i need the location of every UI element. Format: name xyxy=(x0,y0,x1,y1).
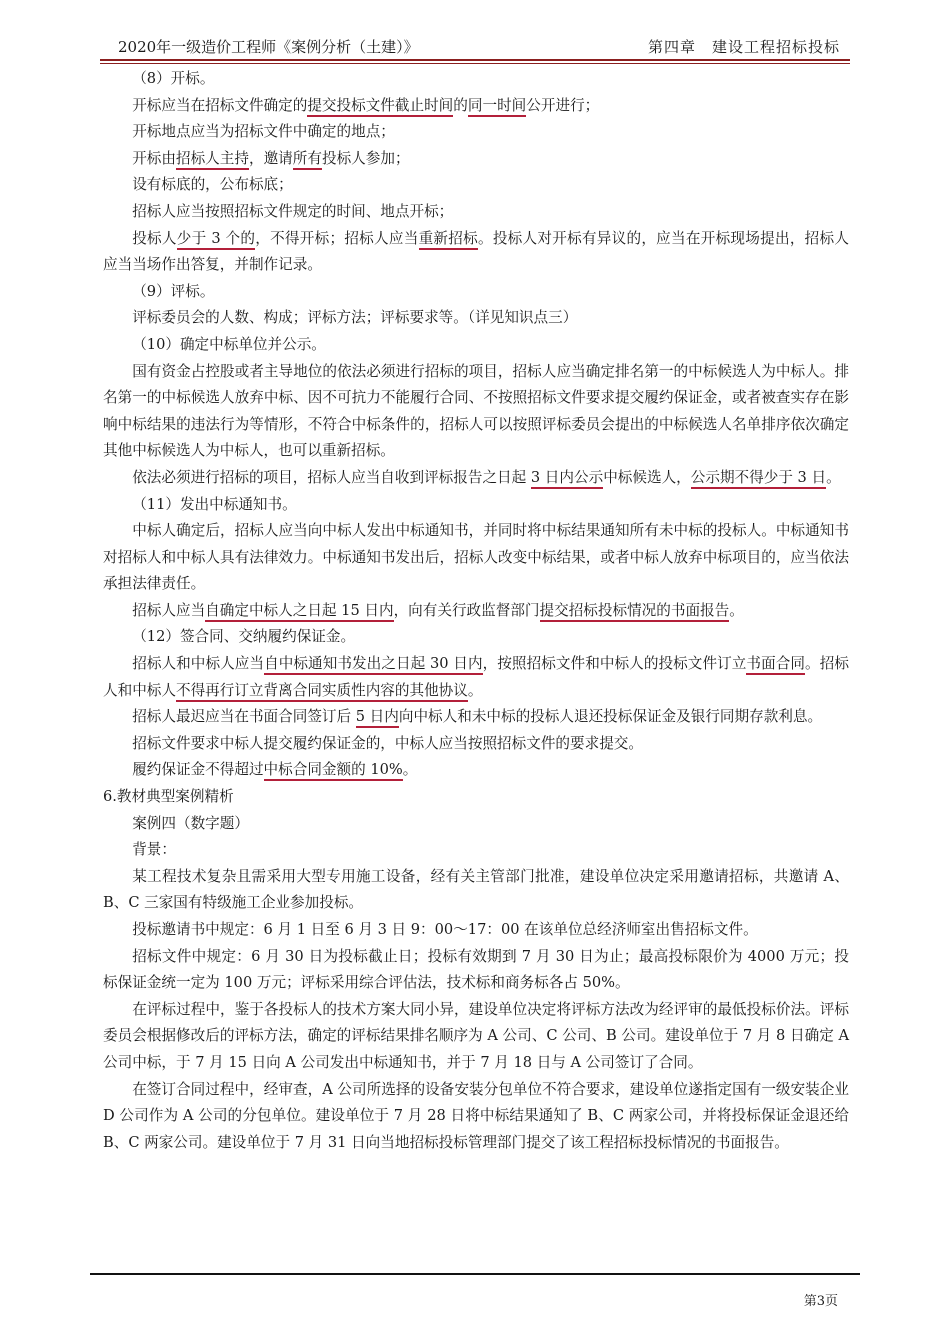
page-header xyxy=(100,30,850,60)
paragraph xyxy=(103,784,849,811)
paragraph xyxy=(103,864,849,917)
underlined-key-phrase: 书面合同 xyxy=(746,655,805,675)
text-segment: 依法必须进行招标的项目，招标人应当自收到评标报告之日起 xyxy=(132,468,531,486)
text-segment: 的 xyxy=(453,96,468,114)
text-segment: 投标邀请书中规定：6 月 1 日至 6 月 3 日 9：00～17：00 在该单位总经济师室出售招标文件。 xyxy=(132,921,758,938)
text-segment: 。 xyxy=(402,761,418,779)
document-body xyxy=(103,66,849,1156)
paragraph xyxy=(103,944,849,997)
text-segment: （11）发出中标通知书。 xyxy=(132,495,297,513)
text-segment: （9）评标。 xyxy=(132,282,215,300)
paragraph xyxy=(103,811,849,838)
text-segment: 招标文件中规定：6 月 30 日为投标截止日；投标有效期到 7 月 30 日为止；最高投标限价为 4000 万元；投标保证金统一定为 100 万元；评标采用综合评估法，技术标和商务标各占 50%。 xyxy=(103,947,849,992)
text-segment: 某工程技术复杂且需采用大型专用施工设备，经有关主管部门批准，建设单位决定采用邀请招标，共邀请 A、B、C 三家国有特级施工企业参加投标。 xyxy=(103,867,849,912)
text-segment: 履约保证金不得超过 xyxy=(132,761,264,779)
header-chapter-title: 第四章 建设工程招标投标 xyxy=(647,38,840,56)
paragraph xyxy=(103,279,849,306)
text-segment: 。 xyxy=(467,681,483,699)
text-segment: 招标人最迟应当在书面合同签订后 xyxy=(132,708,356,726)
text-segment: 招标人应当 xyxy=(132,601,206,619)
underlined-key-phrase: 中标合同金额的 10% xyxy=(264,761,403,781)
text-segment: 评标委员会的人数、构成；评标方法；评标要求等。（详见知识点三） xyxy=(132,309,578,327)
paragraph xyxy=(103,624,849,651)
text-segment: 开标应当在招标文件确定的 xyxy=(132,96,308,114)
text-segment: 背景： xyxy=(132,841,176,859)
page-number: 第3页 xyxy=(803,1294,838,1309)
paragraph xyxy=(103,837,849,864)
text-segment: 投标人参加； xyxy=(321,149,410,167)
text-segment: ，邀请 xyxy=(248,149,293,167)
text-segment: 向中标人和未中标的投标人退还投标保证金及银行同期存款利息。 xyxy=(398,708,823,726)
text-segment: 。 xyxy=(826,468,841,486)
header-book-title: 2020年一级造价工程师《案例分析（土建）》 xyxy=(118,38,419,56)
underlined-key-phrase: 自中标通知书发出之日起 30 日内 xyxy=(264,655,483,675)
text-segment: （8）开标。 xyxy=(132,70,215,87)
text-segment: 在评标过程中，鉴于各投标人的技术方案大同小异，建设单位决定将评标方法改为经评审的最低投标价法。评标委员会根据修改后的评标方法，确定的评标结果排名顺序为 A 公司、C 公司、B 公司。建设单位于 7 月 8 日确定 A 公司中标，于 7 月 15 日向 A 公司发出中标通知书，并于 7 月 18 日与 A 公司签订了合同。 xyxy=(103,1000,849,1071)
paragraph xyxy=(103,305,849,332)
footer-rule xyxy=(90,1273,860,1275)
underlined-key-phrase: 招标人主持 xyxy=(176,150,249,170)
text-segment: 设有标底的，公布标底； xyxy=(132,176,293,194)
text-segment: 开标地点应当为招标文件中确定的地点； xyxy=(132,123,395,141)
paragraph xyxy=(103,332,849,359)
paragraph xyxy=(103,1077,849,1157)
text-segment: 6.教材典型案例精析 xyxy=(103,788,234,806)
underlined-key-phrase: 所有 xyxy=(293,150,322,170)
paragraph xyxy=(103,757,849,784)
underlined-key-phrase: 5 日内 xyxy=(356,708,399,728)
paragraph xyxy=(103,226,849,279)
underlined-key-phrase: 提交投标文件截止时间 xyxy=(307,97,453,117)
text-segment: 。投标人对开标有异议的，应当在开标现场提出，招标人应当当场作出答复，并制作记录。 xyxy=(103,229,849,274)
text-segment: ，向有关行政监督部门 xyxy=(393,601,540,619)
text-segment: 中标候选人， xyxy=(603,468,691,486)
underlined-key-phrase: 自确定中标人之日起 15 日内 xyxy=(205,602,393,622)
paragraph xyxy=(103,997,849,1077)
text-segment: 投标人 xyxy=(132,229,177,247)
text-segment: 中标人确定后，招标人应当向中标人发出中标通知书，并同时将中标结果通知所有未中标的投标人。中标通知书对招标人和中标人具有法律效力。中标通知书发出后，招标人改变中标结果，或者中标人放弃中标项目的，应当依法承担法律责任。 xyxy=(103,522,849,593)
text-segment: （12）签合同、交纳履约保证金。 xyxy=(132,628,356,646)
text-segment: 。 xyxy=(729,601,744,619)
paragraph xyxy=(103,731,849,758)
header-rule xyxy=(100,59,850,61)
text-segment: 案例四（数字题） xyxy=(132,814,249,832)
text-segment: 招标人和中标人应当 xyxy=(132,655,265,673)
underlined-key-phrase: 提交招标投标情况的书面报告 xyxy=(540,602,730,622)
paragraph xyxy=(103,359,849,465)
text-segment: 国有资金占控股或者主导地位的依法必须进行招标的项目，招标人应当确定排名第一的中标候选人为中标人。排名第一的中标候选人放弃中标、因不可抗力不能履行合同、不按照招标文件要求提交履约保证金，或者被查实存在影响中标结果的违法行为等情形，不符合中标条件的，招标人可以按照评标委员会提出的中标候选人名单排序依次确定其他中标候选人为中标人，也可以重新招标。 xyxy=(103,362,849,460)
paragraph xyxy=(103,598,849,625)
text-segment: ，按照招标文件和中标人的投标文件订立 xyxy=(482,655,747,673)
header-rule-thin xyxy=(100,63,850,64)
paragraph xyxy=(103,917,849,944)
underlined-key-phrase: 不得再行订立背离合同实质性内容的其他协议 xyxy=(176,682,468,702)
paragraph xyxy=(103,518,849,598)
underlined-key-phrase: 同一时间 xyxy=(468,97,526,117)
underlined-key-phrase: 3 日内公示 xyxy=(531,469,603,489)
text-segment: 开标由 xyxy=(132,149,176,167)
paragraph xyxy=(103,146,849,173)
paragraph xyxy=(103,119,849,146)
paragraph xyxy=(103,651,849,704)
paragraph xyxy=(103,172,849,199)
text-segment: 招标人应当按照招标文件规定的时间、地点开标； xyxy=(132,202,454,220)
paragraph xyxy=(103,66,849,93)
paragraph xyxy=(103,465,849,492)
text-segment: 招标文件要求中标人提交履约保证金的，中标人应当按照招标文件的要求提交。 xyxy=(132,734,643,752)
text-segment: 公开进行； xyxy=(526,96,600,114)
paragraph xyxy=(103,492,849,519)
paragraph xyxy=(103,199,849,226)
text-segment: （10）确定中标单位并公示。 xyxy=(132,335,326,353)
underlined-key-phrase: 公示期不得少于 3 日 xyxy=(691,469,826,489)
paragraph xyxy=(103,704,849,731)
text-segment: ，不得开标；招标人应当 xyxy=(255,229,419,247)
underlined-key-phrase: 少于 3 个的 xyxy=(177,230,255,250)
text-segment: 在签订合同过程中，经审查，A 公司所选择的设备安装分包单位不符合要求，建设单位遂指定国有一级安装企业 D 公司作为 A 公司的分包单位。建设单位于 7 月 28 日将中标结果通知了 B、C 两家公司，并将投标保证金退还给 B、C 两家公司。建设单位于 7 月 31 日向当地招标投标管理部门提交了该工程招标投标情况的书面报告。 xyxy=(103,1080,849,1151)
underlined-key-phrase: 重新招标 xyxy=(419,230,478,250)
text-segment: 。招标人和中标人 xyxy=(103,655,849,699)
paragraph xyxy=(103,93,849,120)
